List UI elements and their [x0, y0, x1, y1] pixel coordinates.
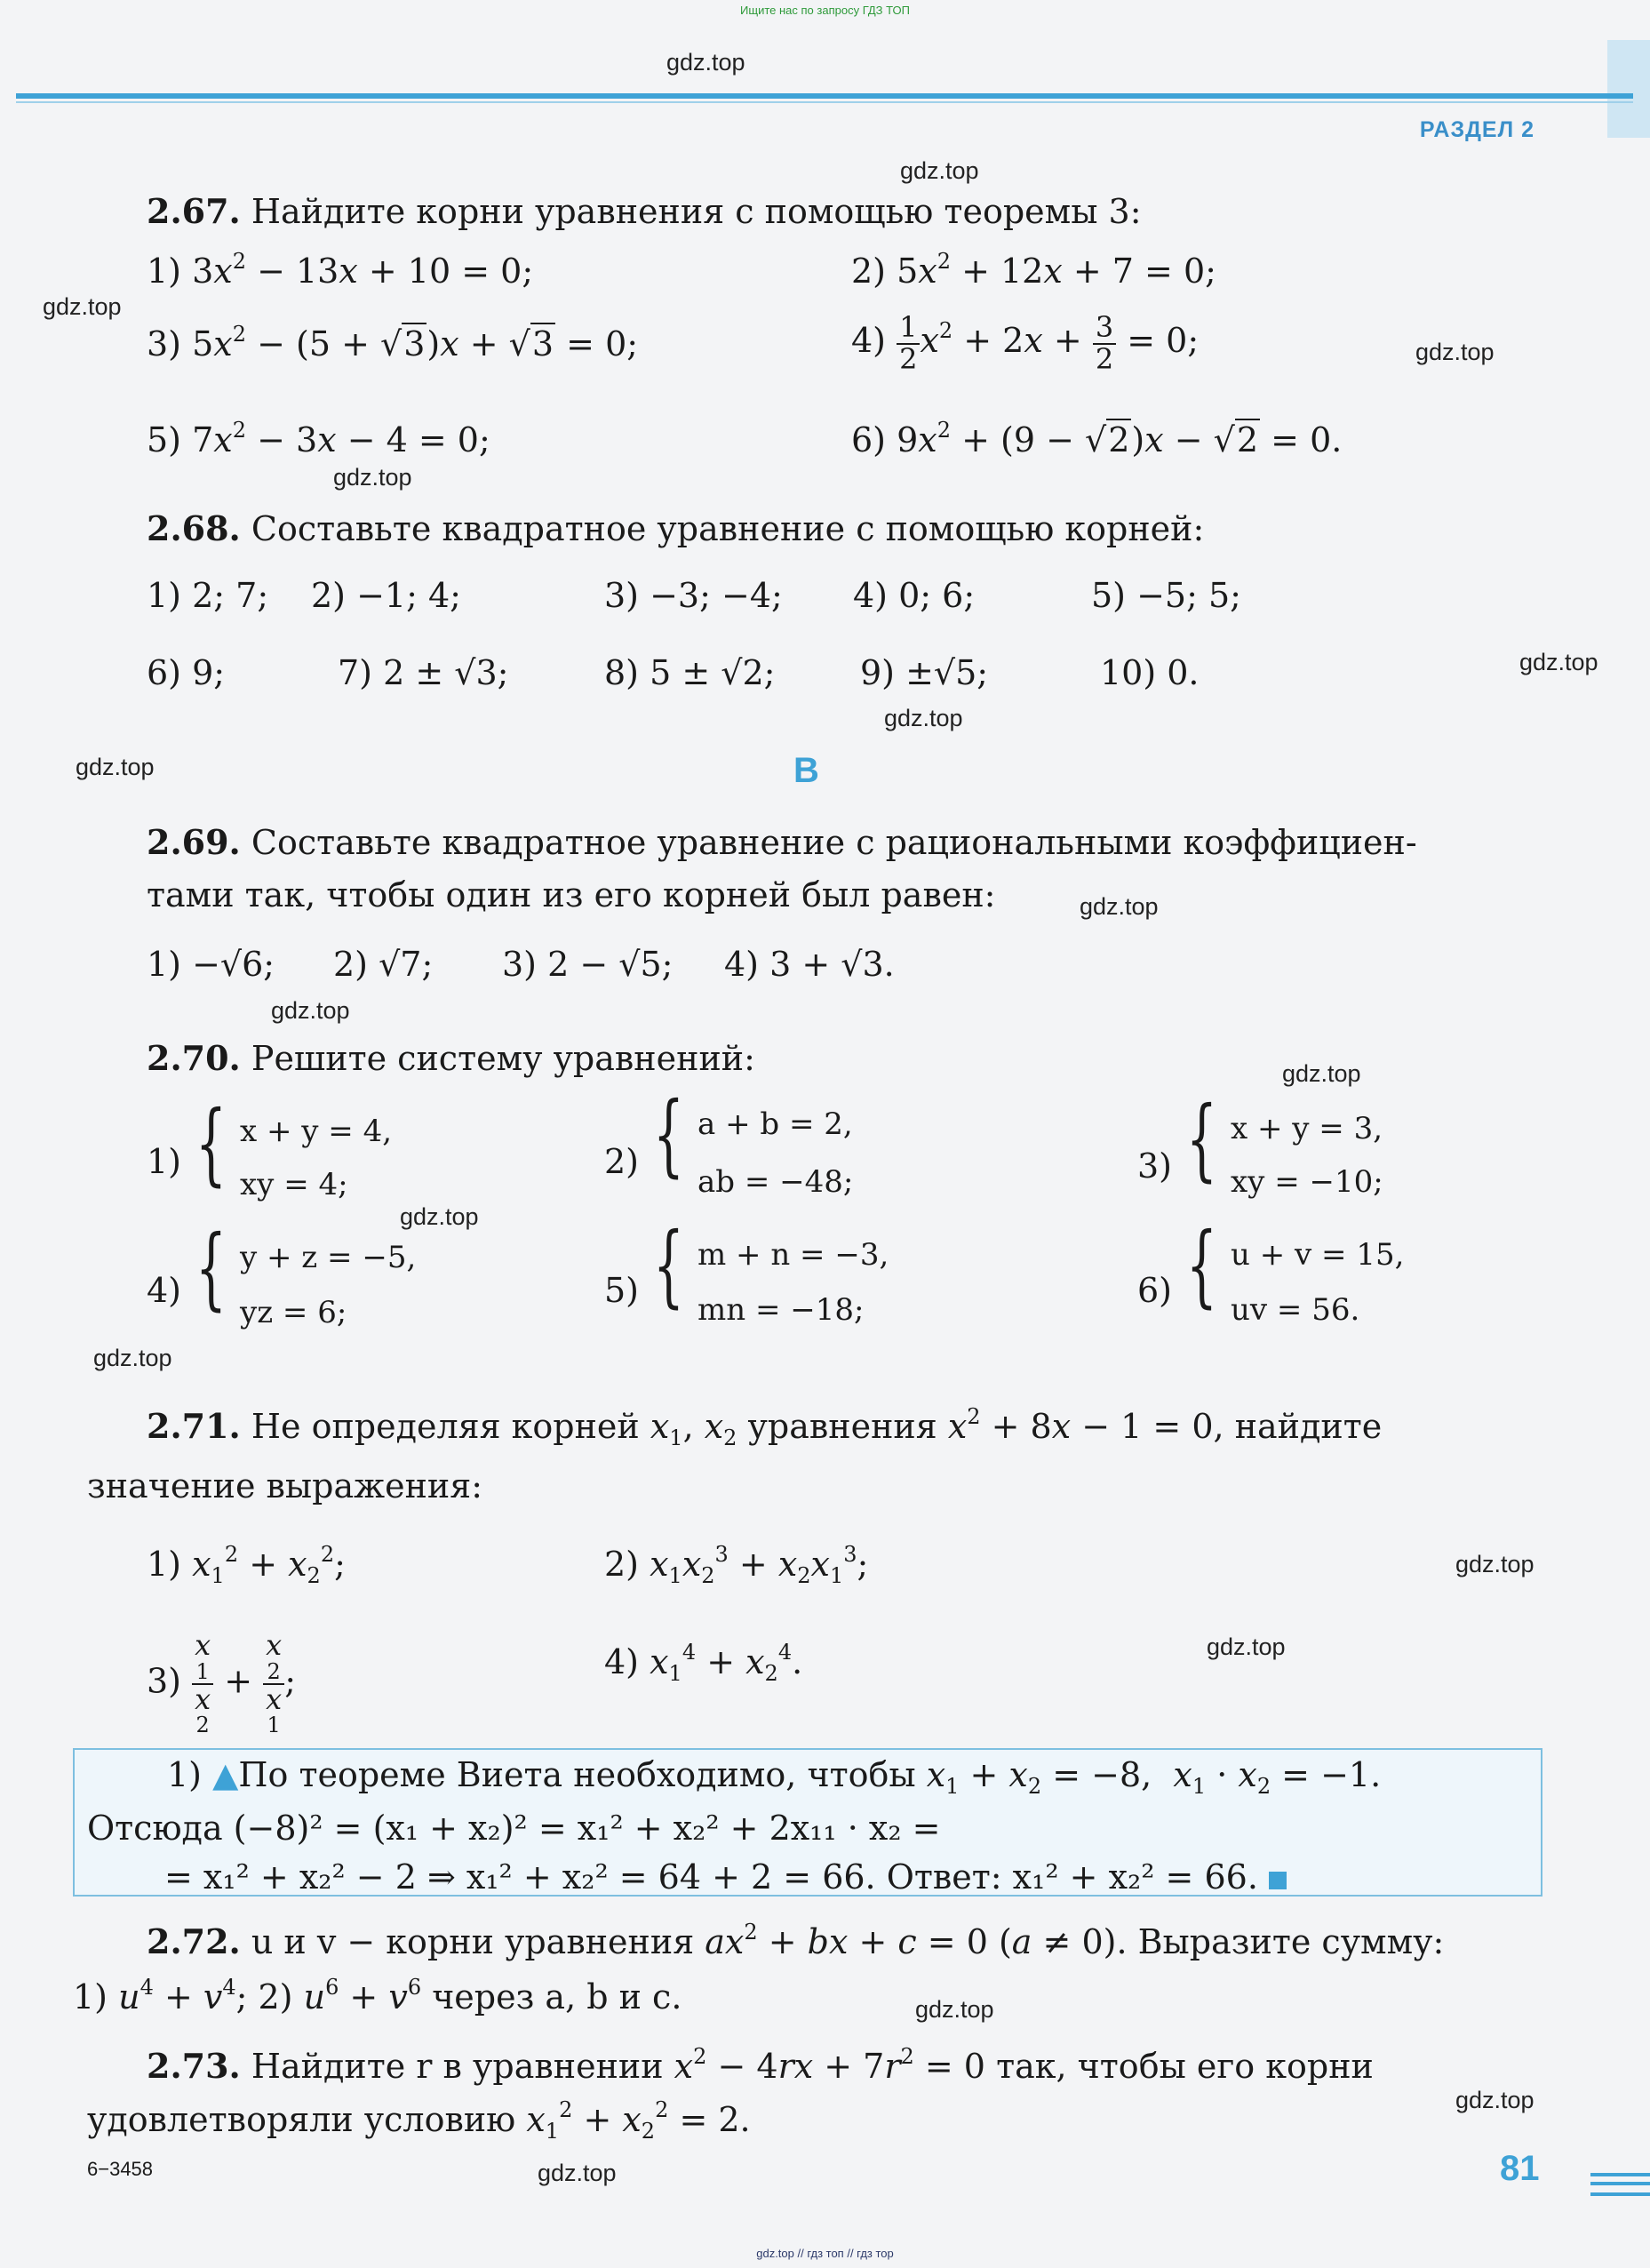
watermark: gdz.top	[1519, 649, 1598, 675]
p269-item: 2) √7;	[333, 945, 434, 984]
p269-line2: тами так, чтобы один из его корней был равен:	[147, 875, 996, 914]
p269-item: 3) 2 − √5;	[502, 945, 674, 984]
watermark: gdz.top	[1415, 339, 1495, 365]
p268-row2-item: 6) 9;	[147, 653, 226, 692]
p268-row1-item: 4) 0; 6;	[853, 576, 976, 615]
p268-row1-item: 2) −1; 4;	[311, 576, 461, 615]
p268-row2-item: 10) 0.	[1100, 653, 1200, 692]
p267-item-3: 3) $5x^2 - (5 + √3)x + √3 = 0$;	[147, 322, 639, 363]
p273-line2: удовлетворяли условию $x_1^2 + x_2^2 = 2$.	[87, 2097, 751, 2144]
watermark: gdz.top	[271, 997, 350, 1024]
p271-item-3: 3) x 1 x 2 + x 2 x 1 ;	[147, 1628, 297, 1738]
header-rule	[16, 93, 1633, 99]
p271-item-4: 4) $x_1^4 + x_2^4$.	[604, 1640, 803, 1686]
p267-item-2: 2) $5x^2 + 12x + 7 = 0$;	[851, 249, 1216, 291]
solution-line-2: Отсюда (−8)² = (x₁ + x₂)² = x₁² + x₂² + 2x₁₁ · x₂ =	[87, 1809, 941, 1848]
header-rule-thin	[16, 101, 1633, 103]
p268-row2-item: 7) 2 ± √3;	[338, 653, 509, 692]
end-square-icon	[1269, 1872, 1287, 1889]
p268-row1-item: 3) −3; −4;	[604, 576, 783, 615]
page-number: 81	[1500, 2149, 1540, 2188]
p268-row2-item: 8) 5 ± √2;	[604, 653, 776, 692]
solution-line-3: = x₁² + x₂² − 2 ⇒ x₁² + x₂² = 64 + 2 = 66. Ответ: x₁² + x₂² = 66.	[164, 1857, 1287, 1897]
corner-tab	[1607, 40, 1650, 138]
watermark: gdz.top	[1455, 1551, 1534, 1577]
watermark: gdz.top	[1080, 893, 1159, 920]
p268-row2-item: 9) ±√5;	[860, 653, 989, 692]
bottom-banner: gdz.top // гдз топ // гдз тор	[756, 2247, 894, 2260]
problem-2-70-heading: 2.70. Решите систему уравнений:	[147, 1038, 755, 1078]
p271-item-1: 1) $x_1^2 + x_2^2$;	[147, 1542, 346, 1588]
watermark: gdz.top	[43, 293, 122, 320]
triangle-icon: ▲	[212, 1755, 239, 1794]
p271-line2: значение выражения:	[87, 1466, 483, 1505]
problem-2-73-heading: 2.73. Найдите r в уравнении $x^2 - 4rx + 7r^2 = 0$ так, чтобы его корни	[147, 2044, 1374, 2086]
p268-row1-item: 1) 2; 7;	[147, 576, 269, 615]
watermark: gdz.top	[666, 49, 745, 76]
watermark: gdz.top	[333, 464, 412, 491]
difficulty-section-letter: B	[793, 751, 819, 790]
watermark: gdz.top	[900, 157, 979, 184]
p272-line2: 1) $u^4 + v^4$; 2) $u^6 + v^6$ через a, b и c.	[73, 1975, 682, 2016]
watermark: gdz.top	[884, 705, 963, 731]
p267-item-6: 6) $9x^2 + (9 - √2)x - √2 = 0$.	[851, 418, 1343, 459]
watermark: gdz.top	[76, 754, 155, 780]
problem-2-71-heading: 2.71. Не определяя корней $x_1$, $x_2$ уравнения $x^2 + 8x - 1 = 0$, найдите	[147, 1404, 1383, 1450]
watermark: gdz.top	[915, 1996, 994, 2023]
p269-item: 1) −√6;	[147, 945, 275, 984]
watermark: gdz.top	[1207, 1633, 1286, 1660]
p268-row1-item: 5) −5; 5;	[1091, 576, 1241, 615]
watermark: gdz.top	[400, 1203, 479, 1230]
watermark: gdz.top	[93, 1345, 172, 1371]
watermark: gdz.top	[1282, 1060, 1361, 1087]
problem-2-72-heading: 2.72. u и v − корни уравнения $ax^2$ + bx + c = 0 (a ≠ 0). Выразите сумму:	[147, 1920, 1445, 1961]
section-label: РАЗДЕЛ 2	[1419, 117, 1534, 142]
top-banner: Ищите нас по запросу ГДЗ ТОП	[740, 4, 910, 17]
footer-code: 6−3458	[87, 2158, 154, 2180]
p267-item-4: 4) $\frac{1}{2}$ $x^2 + 2x$ + $\frac{3}{2}$ = 0;	[851, 310, 1200, 376]
page-decor-lines	[1590, 2173, 1650, 2196]
p267-item-1: 1) $3x^2 - 13x + 10 = 0$;	[147, 249, 534, 291]
solution-line-1: 1) ▲По теореме Виета необходимо, чтобы $x_1 + x_2 = -8$, $x_1 \cdot x_2 = -1$.	[167, 1755, 1382, 1799]
problem-2-68-heading: 2.68. Составьте квадратное уравнение с помощью корней:	[147, 508, 1205, 548]
watermark: gdz.top	[538, 2160, 617, 2186]
watermark: gdz.top	[1455, 2087, 1534, 2113]
problem-2-67-heading: 2.67. Найдите корни уравнения с помощью теоремы 3:	[147, 191, 1142, 231]
p271-item-2: 2) $x_1x_2^3 + x_2x_1^3$;	[604, 1542, 869, 1588]
p267-item-5: 5) $7x^2 - 3x - 4 = 0$;	[147, 418, 490, 459]
problem-2-69-heading: 2.69. Составьте квадратное уравнение с рациональными коэффициен-	[147, 822, 1417, 862]
p269-item: 4) 3 + √3.	[724, 945, 895, 984]
